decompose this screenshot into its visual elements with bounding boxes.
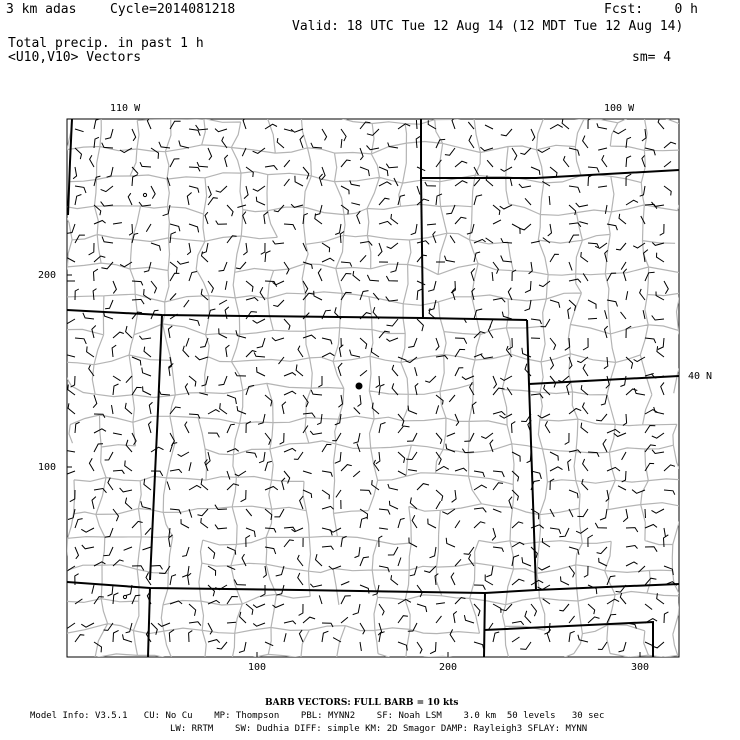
model-label: 3 km adas [6,2,77,17]
state-line-nm-texas [484,593,485,657]
model-info-line1: Model Info: V3.5.1 CU: No Cu MP: Thompson PBL: MYNN2 SF: Noah LSM 3.0 km 50 levels 30 sec [30,711,605,721]
valid-time: Valid: 18 UTC Tue 12 Aug 14 (12 MDT Tue 12 Aug 14) [292,19,684,34]
x-tick-label-100: 100 [248,662,267,673]
latitude-label-40n: 40 N [688,371,713,382]
x-tick-label-200: 200 [439,662,458,673]
barb-legend: BARB VECTORS: FULL BARB = 10 kts [265,698,459,708]
wind-barb-icon [227,622,236,623]
wind-barb-icon [588,318,597,319]
wind-barb-icon [645,509,646,518]
forecast-hour: Fcst: 0 h [604,2,698,17]
y-tick-label-200: 200 [38,270,57,281]
wind-barb-icon [416,120,417,129]
longitude-label-110w: 110 W [110,103,141,114]
cycle-label: Cycle=2014081218 [110,2,236,17]
x-tick-label-300: 300 [631,662,650,673]
longitude-label-100w: 100 W [604,103,635,114]
station-dot-icon [356,383,363,390]
field-title: Total precip. in past 1 h [8,36,204,51]
model-info-line2: LW: RRTM SW: Dudhia DIFF: simple KM: 2D Smagor DAMP: Rayleigh3 SFLAY: MYNN [170,724,588,734]
vector-title: <U10,V10> Vectors [8,50,142,65]
smoothing-label: sm= 4 [632,50,672,65]
y-tick-label-100: 100 [38,462,57,473]
